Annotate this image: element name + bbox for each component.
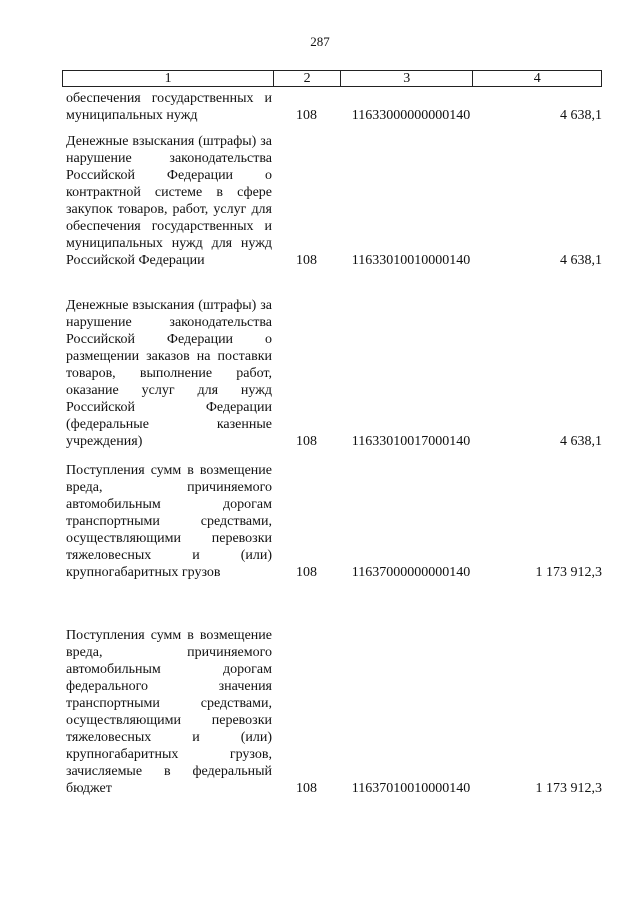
- table-header: [62, 70, 602, 87]
- header-col-4: 4: [533, 70, 541, 86]
- row-sum: 1 173 912,3: [535, 781, 602, 796]
- row-kbk: 11633010010000140: [351, 253, 471, 268]
- table-row: [62, 462, 602, 581]
- row-kbk: 11637000000000140: [351, 565, 471, 580]
- row-code: 108: [296, 781, 317, 796]
- row-description: Денежные взыскания (штрафы) за нарушение законодательства Российской Федерации о контрактной системе в сфере закупок товаров, работ, услуг для обеспечения государственных и муниципальных нужд для нужд Российской Федерации: [66, 134, 272, 268]
- header-col-1: 1: [63, 71, 274, 86]
- row-kbk: 11633010017000140: [351, 434, 471, 449]
- table-row: [62, 133, 602, 269]
- header-col-2: 2: [274, 71, 341, 86]
- page-number: 287: [310, 34, 330, 49]
- row-code: 108: [296, 108, 317, 123]
- row-sum: 4 638,1: [560, 108, 602, 123]
- table-row: [62, 90, 602, 124]
- header-col-3: 3: [341, 71, 474, 86]
- row-kbk: 11637010010000140: [351, 781, 471, 796]
- row-code: 108: [296, 565, 317, 580]
- row-sum: 4 638,1: [560, 253, 602, 268]
- row-description: Поступления сумм в возмещение вреда, причиняемого автомобильным дорогам транспортными средствами, осуществляющими перевозки тяжеловесных и (или) крупногабаритных грузов: [66, 463, 272, 580]
- row-description: Денежные взыскания (штрафы) за нарушение законодательства Российской Федерации о размещении заказов на поставки товаров, выполнение работ, оказание услуг для нужд Российской Федерации (федеральные казенные учреждения): [66, 298, 272, 449]
- row-sum: 1 173 912,3: [535, 565, 602, 580]
- table-row: [62, 297, 602, 450]
- row-description: обеспечения государственных и муниципальных нужд: [66, 91, 272, 123]
- row-kbk: 11633000000000140: [351, 108, 471, 123]
- row-description: Поступления сумм в возмещение вреда, причиняемого автомобильным дорогам федерального значения транспортными средствами, осуществляющими перевозки тяжеловесных и (или) крупногабаритных грузов, зачисляемые в федеральный бюджет: [66, 628, 272, 796]
- row-code: 108: [296, 253, 317, 268]
- row-sum: 4 638,1: [560, 434, 602, 449]
- row-code: 108: [296, 434, 317, 449]
- table-row: [62, 627, 602, 797]
